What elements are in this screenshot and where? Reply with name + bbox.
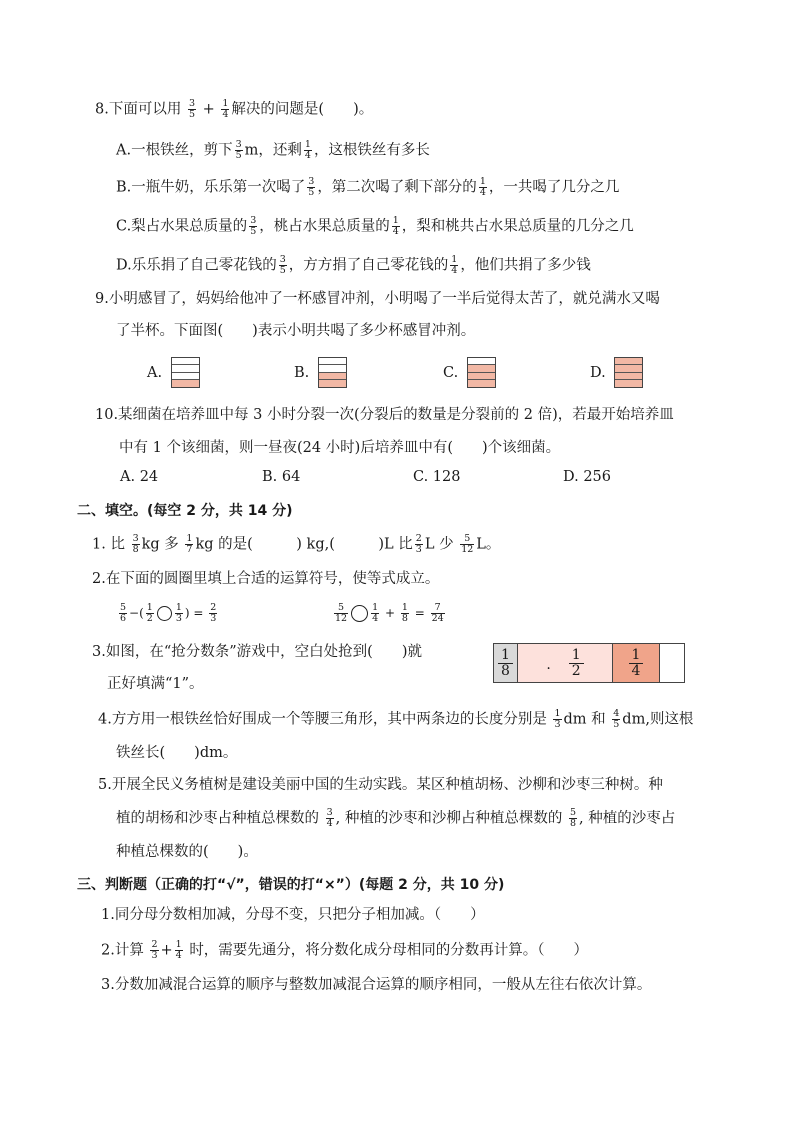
fraction: $\frac{5}{12}$ <box>335 602 348 624</box>
q9-option-figure <box>171 357 200 388</box>
text: L 少 <box>424 536 454 553</box>
option-text: C.梨占水果总质量的 <box>116 218 248 235</box>
fraction: $\frac{2}{3}$ <box>415 533 422 555</box>
figure-row <box>615 380 642 387</box>
fraction: $\frac{3}{5}$ <box>188 98 195 120</box>
figure-row <box>319 365 346 372</box>
text: 4.方方用一根铁丝恰好围成一个等腰三角形，其中两条边的长度分别是 <box>98 711 547 728</box>
close-paren: ) <box>184 606 190 620</box>
text: 2.计算 <box>101 942 144 959</box>
judge-3: 3.分数加减混合运算的顺序与整数加减混合运算的顺序相同，一般从左往右依次计算。 <box>101 977 652 993</box>
option-text: ，这根铁丝有多长 <box>313 142 430 159</box>
fraction: $\frac{1}{4}$ <box>479 176 486 198</box>
blank-circle[interactable] <box>157 606 172 621</box>
fill-5-line1: 5.开展全民义务植树是建设美丽中国的生动实践。某区种植胡杨、沙柳和沙枣三种树。种 <box>98 777 663 793</box>
strip-segment[interactable] <box>660 644 684 682</box>
fraction: $\frac{7}{24}$ <box>431 602 444 624</box>
plus-sign: + <box>384 606 396 620</box>
q9-option-label: A. <box>147 365 163 381</box>
q9-option-figure <box>467 357 496 388</box>
text: dm 和 <box>563 711 606 728</box>
option-text: A.一根铁丝，剪下 <box>116 142 233 159</box>
fraction: $\frac{3}{5}$ <box>235 139 242 161</box>
figure-row <box>319 373 346 380</box>
section-3-title: 三、判断题（正确的打“√”，错误的打“×”）(每题 2 分，共 10 分) <box>77 877 505 893</box>
option-text: ，梨和桃共占水果总质量的几分之几 <box>401 218 634 235</box>
fraction: $\frac{3}{5}$ <box>279 254 286 276</box>
q9-line1: 9.小明感冒了，妈妈给他冲了一杯感冒冲剂，小明喝了一半后觉得太苦了，就兑满水又喝 <box>95 291 660 307</box>
fraction: $\frac{2}{3}$ <box>151 939 158 961</box>
fill-4-line1 <box>98 709 693 730</box>
text: kg 的是( ) kg,( )L 比 <box>195 536 413 553</box>
fill-4-line2: 铁丝长( )dm。 <box>116 745 238 761</box>
option-text: ，他们共捐了多少钱 <box>460 257 591 274</box>
q9-line2: 了半杯。下面图( )表示小明共喝了多少杯感冒冲剂。 <box>116 323 476 339</box>
text: , 种植的沙枣和沙柳占种植总棵数的 <box>335 810 563 827</box>
q10-option-a: A. 24 <box>120 469 159 485</box>
option-text: ，第二次喝了剩下部分的 <box>317 179 477 196</box>
fill-5-line2 <box>116 808 675 829</box>
figure-row <box>615 365 642 372</box>
q10-option-b: B. 64 <box>262 469 301 485</box>
dot-mark: · <box>546 661 551 677</box>
q10-line2: 中有 1 个该细菌，则一昼夜(24 小时)后培养皿中有( )个该细菌。 <box>119 440 561 456</box>
text: , 种植的沙枣占 <box>579 810 676 827</box>
figure-row <box>172 365 199 372</box>
minus-paren: −( <box>129 606 144 620</box>
figure-row <box>319 358 346 365</box>
fraction: $\frac{1}{3}$ <box>554 708 561 730</box>
q8-stem <box>95 99 373 120</box>
strip-fraction: 1 8 <box>498 648 513 679</box>
option-text: ，方方捐了自己零花钱的 <box>288 257 449 274</box>
fraction: $\frac{4}{5}$ <box>613 708 620 730</box>
blank-circle[interactable] <box>351 605 368 622</box>
q9-option-label: C. <box>443 365 459 381</box>
q9-option-label: D. <box>590 365 606 381</box>
figure-row <box>172 373 199 380</box>
fraction: $\frac{5}{8}$ <box>569 807 577 829</box>
fraction: $\frac{3}{8}$ <box>132 533 139 555</box>
fill-3-line1: 3.如图，在“抢分数条”游戏中，空白处抢到( )就 <box>92 644 422 660</box>
strip-segment <box>518 644 613 682</box>
option-text: D.乐乐捐了自己零花钱的 <box>116 257 277 274</box>
text: dm,则这根 <box>622 711 694 728</box>
figure-row <box>468 380 495 387</box>
fraction: $\frac{1}{4}$ <box>372 602 379 624</box>
fraction: $\frac{1}{4}$ <box>451 254 458 276</box>
fill-1 <box>92 534 500 555</box>
option-text: ，桃占水果总质量的 <box>259 218 390 235</box>
fill-2: 2.在下面的圆圈里填上合适的运算符号，使等式成立。 <box>92 571 440 587</box>
figure-row <box>615 373 642 380</box>
q10-line1: 10.某细菌在培养皿中每 3 小时分裂一次(分裂后的数量是分裂前的 2 倍)，若最开始培养皿 <box>95 407 674 423</box>
q8-option-d <box>116 255 591 276</box>
fraction: $\frac{1}{7}$ <box>186 533 193 555</box>
strip-fraction: 1 2 <box>569 648 584 679</box>
plus-sign: + <box>160 942 173 959</box>
fraction: $\frac{5}{6}$ <box>120 602 127 624</box>
fraction: $\frac{3}{4}$ <box>326 807 333 829</box>
text: 1. 比 <box>92 536 125 553</box>
option-text: B.一瓶牛奶，乐乐第一次喝了 <box>116 179 306 196</box>
q9-option-figure <box>318 357 347 388</box>
figure-row <box>468 373 495 380</box>
figure-row <box>172 380 199 387</box>
text: 时，需要先通分，将分数化成分母相同的分数再计算。（ ） <box>189 942 589 959</box>
fraction-strip <box>493 643 685 683</box>
fraction: $\frac{3}{5}$ <box>308 176 315 198</box>
strip-segment <box>613 644 660 682</box>
fill-2-equation-2 <box>332 603 447 624</box>
fraction: $\frac{1}{2}$ <box>146 602 153 624</box>
fraction: $\frac{3}{5}$ <box>250 215 257 237</box>
q8-option-c <box>116 216 634 237</box>
q8-stem-text: 8.下面可以用 <box>95 101 182 118</box>
fraction: $\frac{1}{3}$ <box>175 602 182 624</box>
figure-row <box>615 358 642 365</box>
fill-5-line3: 种植总棵数的( )。 <box>116 844 258 860</box>
fraction: $\frac{1}{8}$ <box>401 602 408 624</box>
figure-row <box>468 358 495 365</box>
figure-row <box>172 358 199 365</box>
fraction: $\frac{1}{4}$ <box>304 139 311 161</box>
option-text: m，还剩 <box>244 142 302 159</box>
q8-option-a <box>116 140 430 161</box>
option-text: ，一共喝了几分之几 <box>488 179 620 196</box>
fraction: $\frac{1}{4}$ <box>175 939 182 961</box>
strip-segment <box>494 644 518 682</box>
plus-sign: + <box>202 101 215 118</box>
q10-option-d: D. 256 <box>563 469 612 485</box>
figure-row <box>468 365 495 372</box>
figure-row <box>319 380 346 387</box>
strip-fraction: 1 4 <box>629 648 644 679</box>
fill-3-line2: 正好填满“1”。 <box>107 676 204 692</box>
equals-sign: = <box>193 606 204 620</box>
q9-option-label: B. <box>294 365 310 381</box>
judge-2 <box>101 940 588 961</box>
fraction: $\frac{1}{4}$ <box>392 215 399 237</box>
text: kg 多 <box>141 536 179 553</box>
fraction: $\frac{1}{4}$ <box>222 98 229 120</box>
text: 植的胡杨和沙枣占种植总棵数的 <box>116 810 319 827</box>
fill-2-equation-1 <box>117 603 219 624</box>
judge-1: 1.同分母分数相加减，分母不变，只把分子相加减。（ ） <box>101 907 485 923</box>
text: L。 <box>476 536 501 553</box>
q10-option-c: C. 128 <box>413 469 461 485</box>
fraction: $\frac{2}{3}$ <box>210 602 217 624</box>
equals-sign: = <box>414 606 425 620</box>
q8-stem-text2: 解决的问题是( )。 <box>231 101 374 118</box>
fraction: $\frac{5}{12}$ <box>461 533 474 555</box>
section-2-title: 二、填空。(每空 2 分，共 14 分) <box>77 503 293 519</box>
q8-option-b <box>116 177 619 198</box>
q9-option-figure <box>614 357 643 388</box>
